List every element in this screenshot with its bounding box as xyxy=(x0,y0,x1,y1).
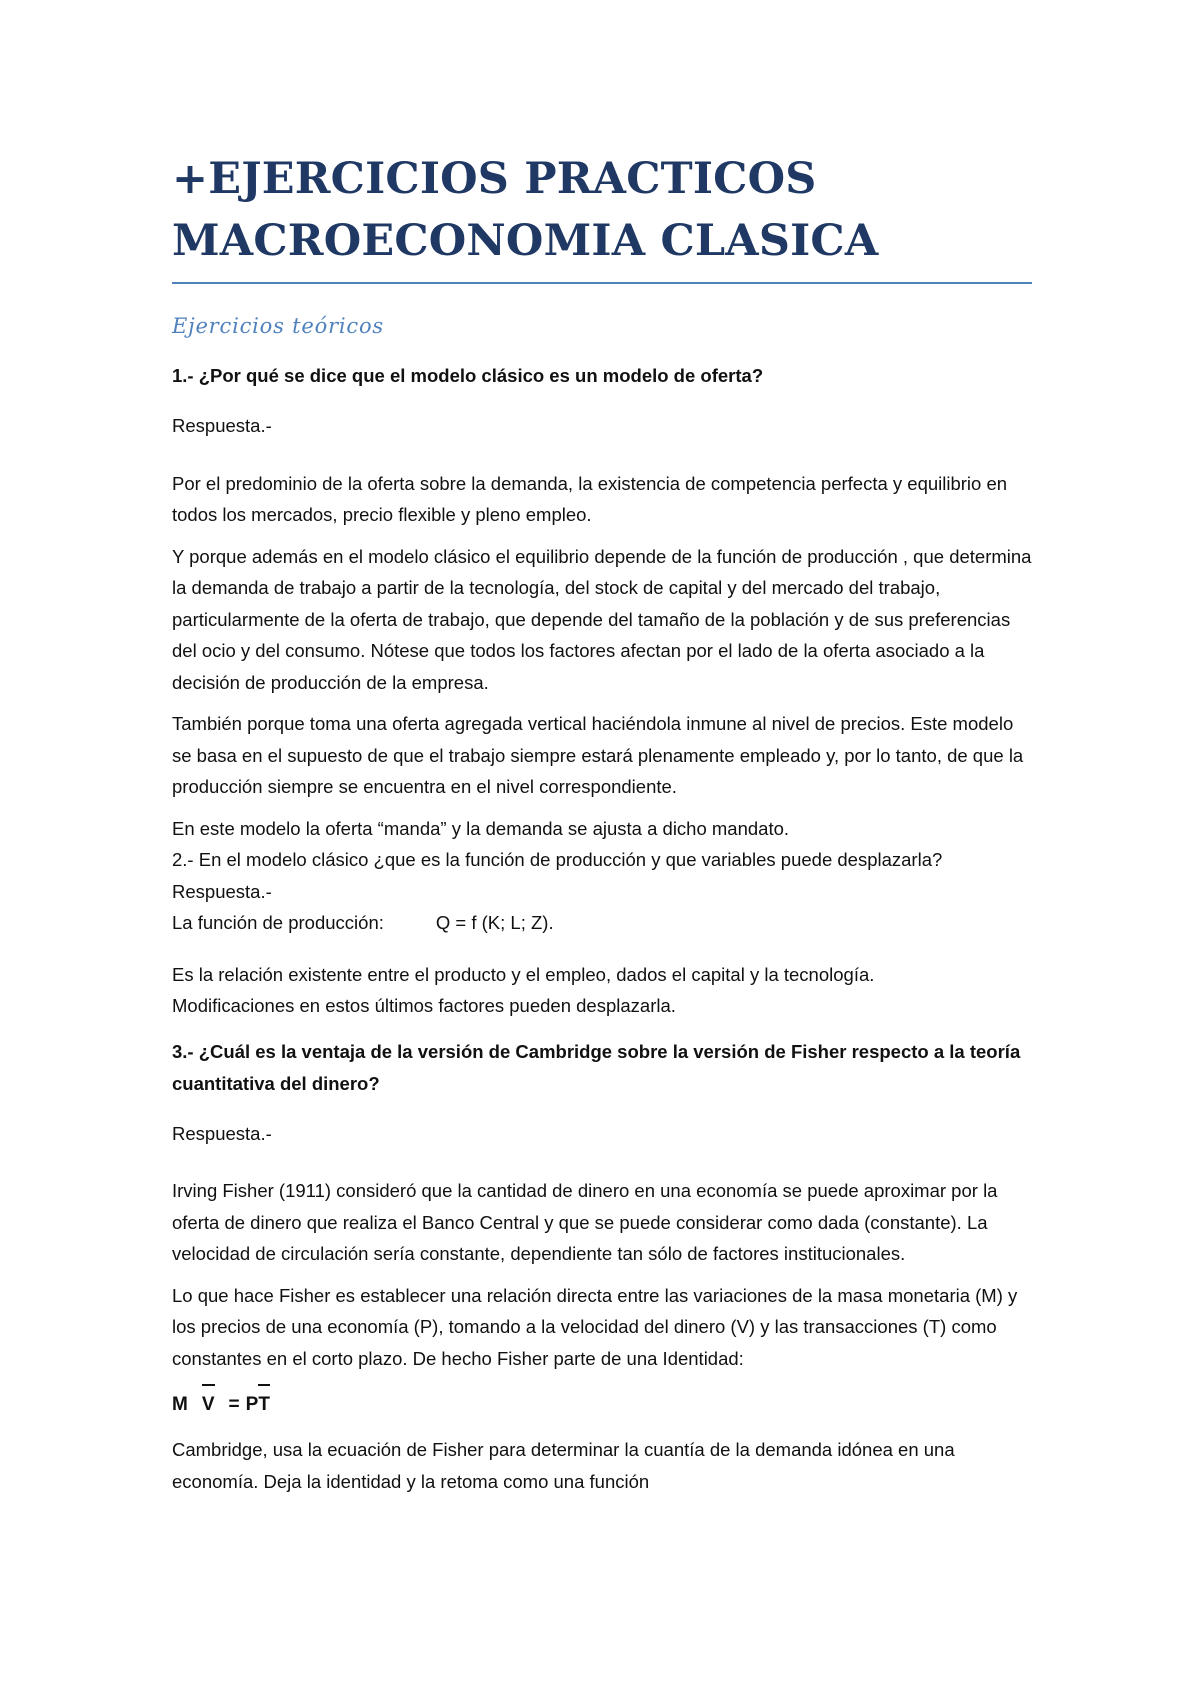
document-title xyxy=(172,148,1032,272)
title-line-1: +EJERCICIOS PRACTICOS xyxy=(172,154,817,204)
q1-paragraph-1: Por el predominio de la oferta sobre la demanda, la existencia de competencia perfecta y equilibrio en todos los mercados, precio flexible y pleno empleo. xyxy=(172,472,1008,525)
q2-paragraph-2: Modificaciones en estos últimos factores pueden desplazarla. xyxy=(172,995,676,1016)
equation-t-constant: T xyxy=(258,1384,270,1420)
q1-paragraph-4: En este modelo la oferta “manda” y la demanda se ajusta a dicho mandato. xyxy=(172,817,790,839)
fisher-identity-equation xyxy=(172,1384,1032,1420)
equation-m: M xyxy=(172,1394,188,1415)
equation-p: P xyxy=(245,1394,259,1415)
production-function-formula: Q = f (K; L; Z). xyxy=(435,912,554,933)
question-3: 3.- ¿Cuál es la ventaja de la versión de Cambridge sobre la versión de Fisher respecto a la teoría cuantitativa del dinero? xyxy=(172,1040,1021,1094)
title-divider xyxy=(172,282,1032,284)
q3-paragraph-2: Lo que hace Fisher es establecer una relación directa entre las variaciones de la masa monetaria (M) y los precios de una economía (P), tomando a la velocidad del dinero (V) y las transacciones (T) como constantes en el corto plazo. De hecho Fisher parte de una Identidad: xyxy=(172,1284,1018,1369)
q1-paragraph-3: También porque toma una oferta agregada vertical haciéndola inmune al nivel de precios. Este modelo se basa en el supuesto de que el trabajo siempre estará plenamente empleado y, por lo tanto, de que la producción siempre se encuentra en el nivel correspondiente. xyxy=(172,713,1024,797)
section-subtitle: Ejercicios teóricos xyxy=(172,314,385,338)
title-line-2: MACROECONOMIA CLASICA xyxy=(172,216,879,266)
q1-paragraph-2: Y porque además en el modelo clásico el equilibrio depende de la función de producción , que determina la demanda de trabajo a partir de la tecnología, del stock de capital y del mercado del trabajo, particularmente de la oferta de trabajo, que depende del tamaño de la población y de sus preferencias del ocio y del consumo. Nótese que todos los factores afectan por el lado de la oferta asociado a la decisión de producción de la empresa. xyxy=(172,545,1032,693)
q2-formula-label: La función de producción: xyxy=(172,912,384,933)
q2-formula-line xyxy=(172,907,1032,939)
question-2: 2.- En el modelo clásico ¿que es la función de producción y que variables puede desplazarla? xyxy=(172,849,943,870)
document-body xyxy=(172,148,1032,1507)
q2-paragraph-1: Es la relación existente entre el producto y el empleo, dados el capital y la tecnología. xyxy=(172,963,875,985)
equation-equals: = xyxy=(228,1394,240,1415)
q2-answer-label: Respuesta.- xyxy=(172,880,272,902)
q3-answer-label: Respuesta.- xyxy=(172,1122,272,1144)
question-1: 1.- ¿Por qué se dice que el modelo clásico es un modelo de oferta? xyxy=(172,365,764,386)
q1-answer-label: Respuesta.- xyxy=(172,415,272,436)
q3-closing-paragraph: Cambridge, usa la ecuación de Fisher para determinar la cuantía de la demanda idónea en una economía. Deja la identidad y la retoma como una función xyxy=(172,1439,955,1492)
equation-v-constant: V xyxy=(202,1384,215,1420)
q3-paragraph-1: Irving Fisher (1911) consideró que la cantidad de dinero en una economía se puede aproximar por la oferta de dinero que realiza el Banco Central y que se puede considerar como dada (constante). La velocidad de circulación sería constante, dependiente tan sólo de factores institucionales. xyxy=(172,1180,998,1264)
